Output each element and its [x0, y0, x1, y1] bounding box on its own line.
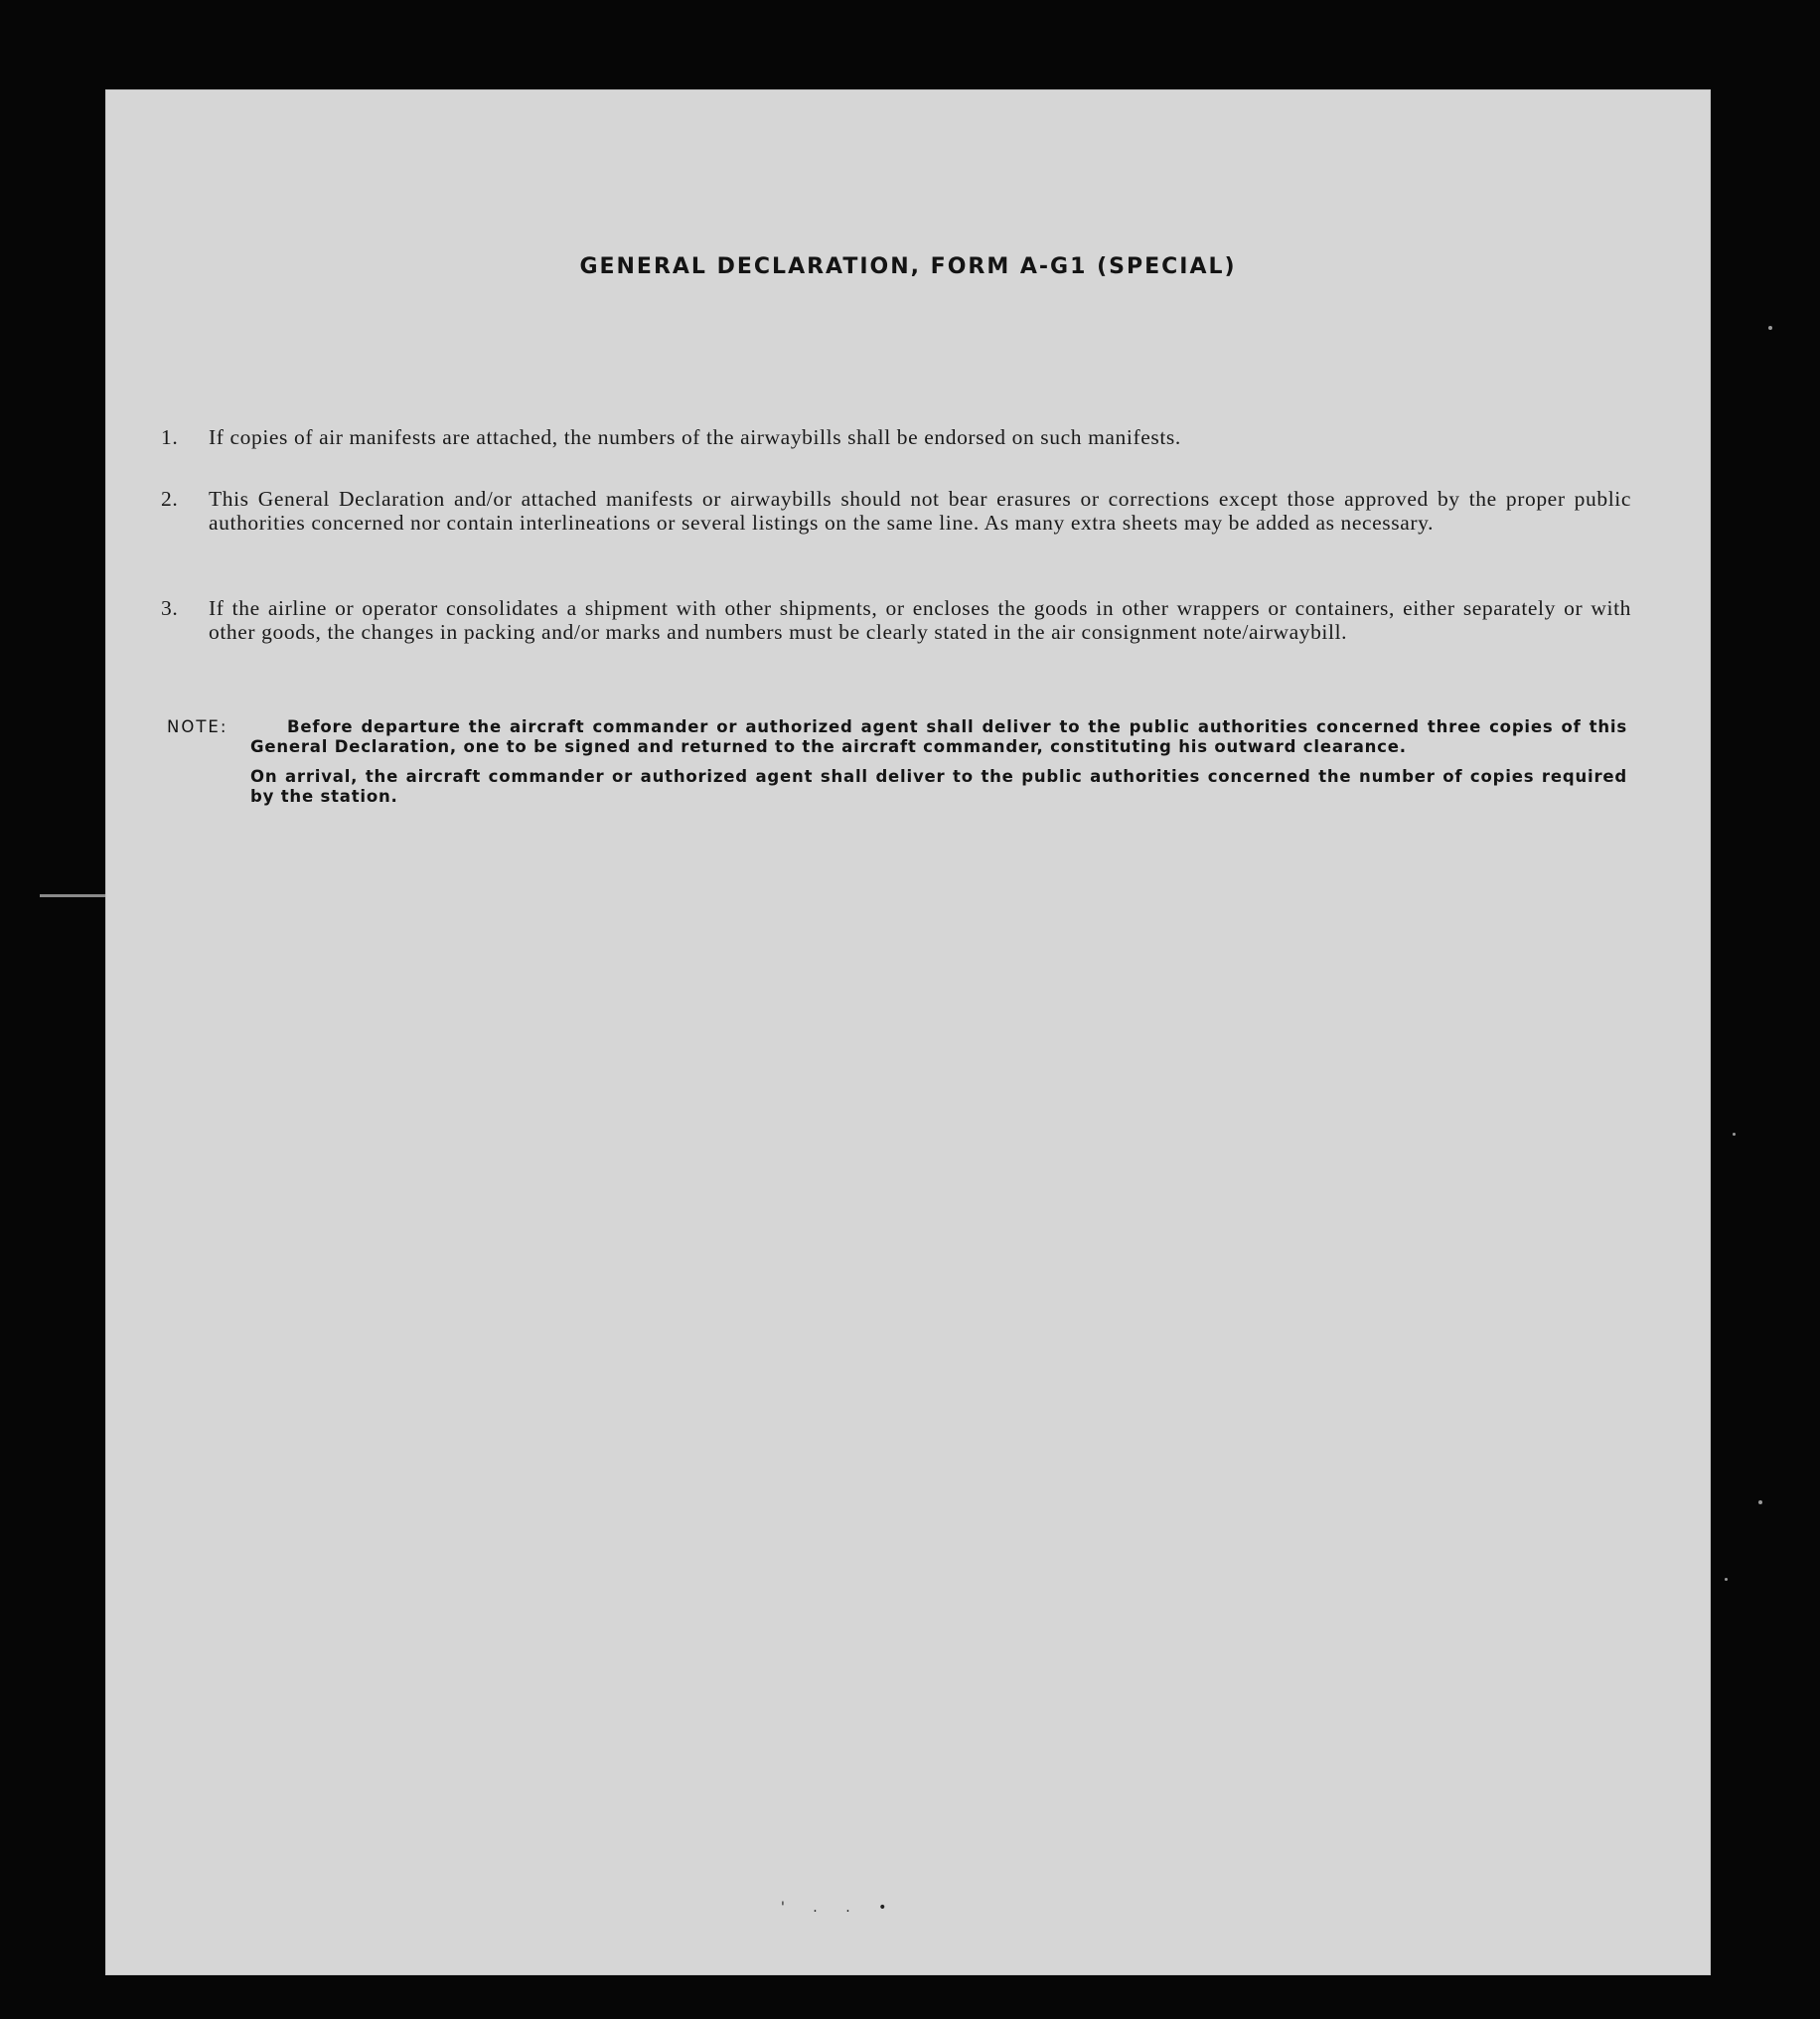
note-paragraph-arrival: On arrival, the aircraft commander or authorized agent shall deliver to the public authorities concerned the number of copies required by the station.: [250, 767, 1627, 806]
note-block: [167, 717, 1627, 807]
instruction-text: If the airline or operator consolidates a shipment with other shipments, or encloses the goods in other wrappers or containers, either separately or with other goods, the changes in packing and/or marks and numbers must be clearly stated in the air consignment note/airwaybill.: [209, 596, 1631, 644]
instruction-item: [161, 425, 1631, 449]
note-label: NOTE:: [167, 717, 228, 736]
note-paragraph-departure: Before departure the aircraft commander or authorized agent shall deliver to the public authorities concerned three copies of this General Declaration, one to be signed and returned to the aircraft commander, constituting his outward clearance.: [250, 717, 1627, 756]
instruction-number: 1.: [161, 425, 179, 449]
scan-speck: [1768, 326, 1772, 330]
instruction-number: 3.: [161, 596, 179, 620]
instruction-item: [161, 596, 1631, 644]
scan-speck: [1733, 1133, 1736, 1136]
scan-artifact-line: [40, 894, 113, 897]
instruction-number: 2.: [161, 487, 179, 511]
instruction-item: [161, 487, 1631, 535]
scan-speck: [1758, 1500, 1762, 1504]
document-page: [105, 89, 1711, 1975]
instruction-text: If copies of air manifests are attached, the numbers of the airwaybills shall be endorsed on such manifests.: [209, 425, 1181, 449]
instruction-text: This General Declaration and/or attached manifests or airwaybills should not bear erasures or corrections except those approved by the proper public authorities concerned nor contain interlineations or several listings on the same line. As many extra sheets may be added as necessary.: [209, 487, 1631, 535]
footer-marks: ' . . •: [781, 1900, 899, 1916]
scan-speck: [1725, 1578, 1728, 1581]
document-title: GENERAL DECLARATION, FORM A-G1 (SPECIAL): [579, 254, 1237, 279]
